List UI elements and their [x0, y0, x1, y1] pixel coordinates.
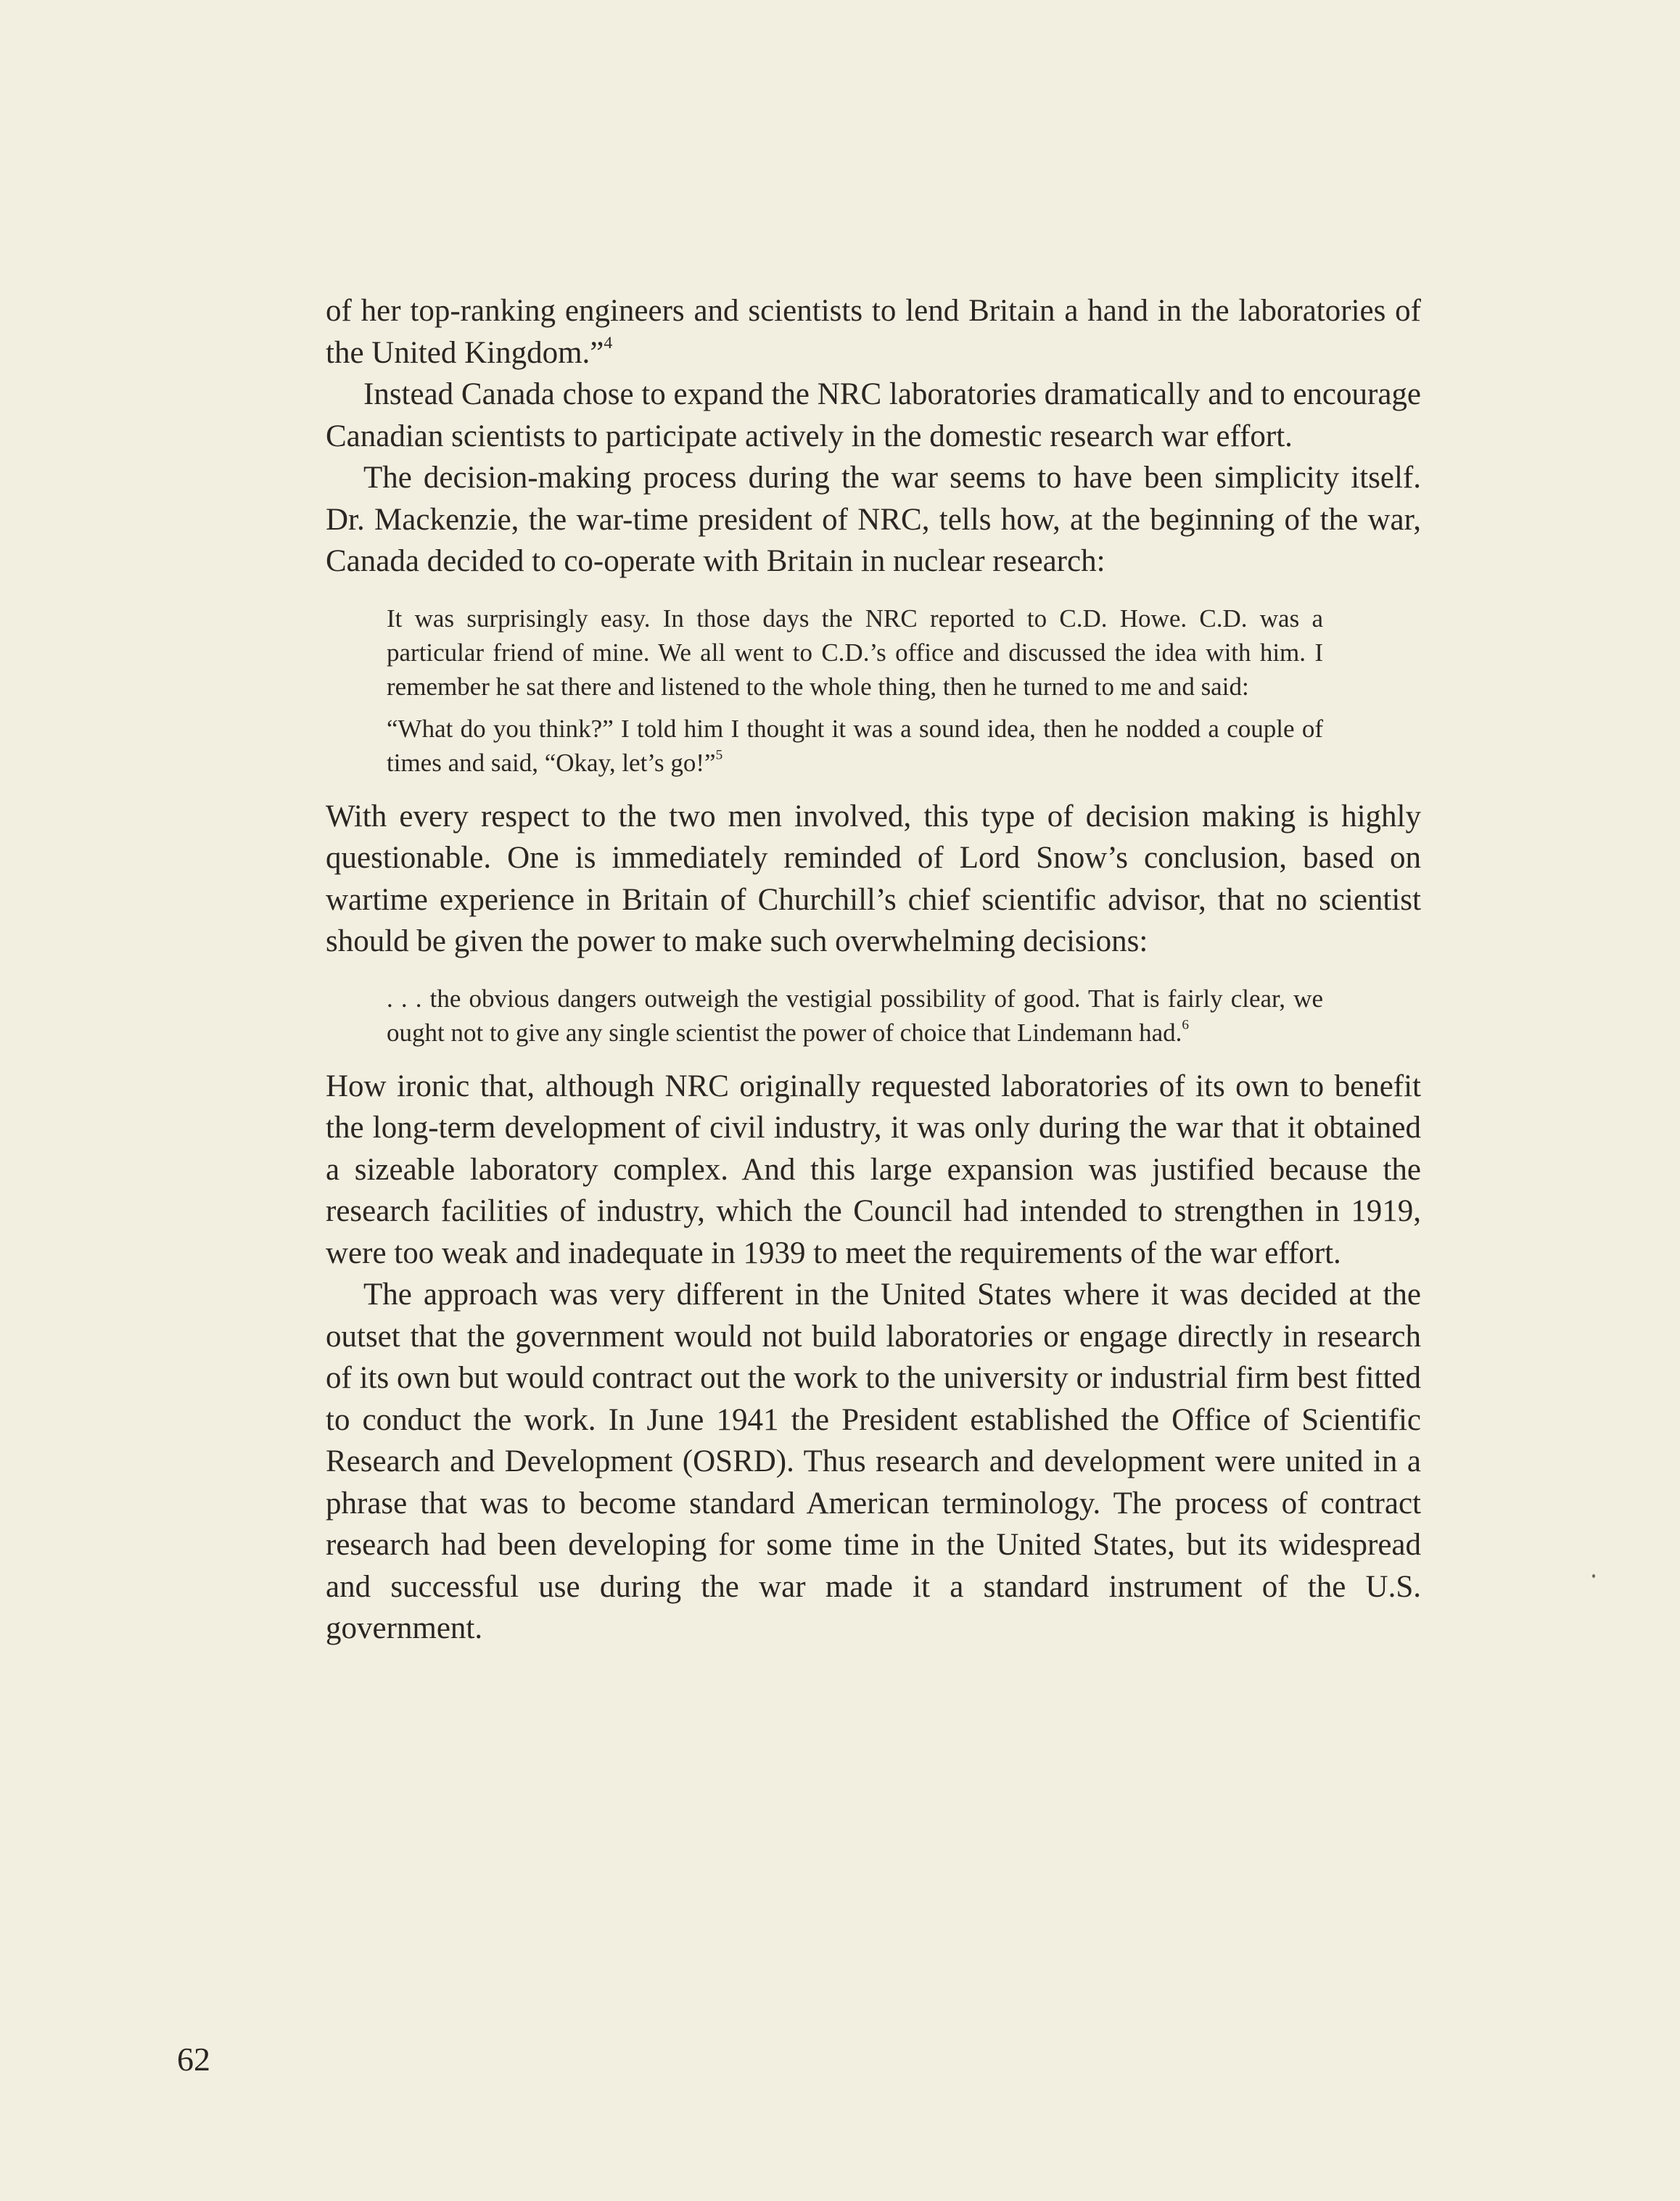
- paragraph-ironic: How ironic that, although NRC originally requested laboratories of its own to benefit the long-term development of civil industry, it was only during the war that it obtained a sizeable laboratory complex. And this large expansion was justified because the research facilities of industry, which the Council had intended to strengthen in 1919, were too weak and inadequate in 1939 to meet the requirements of the war effort.: [326, 1069, 1421, 1270]
- paragraph-decision-making: The decision-making process during the war seems to have been simplicity itself. Dr. Mackenzie, the war-time president of NRC, tells how, at the beginning of the war, Canada decided to co-operate with Britain in nuclear research:: [326, 461, 1421, 578]
- quote-paragraph: It was surprisingly easy. In those days the NRC reported to C.D. Howe. C.D. was a particular friend of mine. We all went to C.D.’s office and discussed the idea with him. I remember he sat there and listened to the whole thing, then he turned to me and said:: [387, 604, 1323, 701]
- block-quote-snow: [387, 982, 1323, 1050]
- footnote-ref: 6: [1182, 1017, 1190, 1033]
- quote-paragraph: [387, 982, 1323, 1050]
- quote-paragraph: [387, 712, 1323, 780]
- page-number: 62: [177, 2041, 210, 2078]
- paragraph-united-states: The approach was very different in the United States where it was decided at the outset that the government would not build laboratories or engage directly in research of its own but would contract out the work to the university or industrial firm best fitted to conduct the work. In June 1941 the President established the Office of Scientific Research and Development (OSRD). Thus research and development were united in a phrase that was to become standard American terminology. The process of contract research had been developing for some time in the United States, but its widespread and successful use during the war made it a standard instrument of the U.S. government.: [326, 1278, 1421, 1645]
- footnote-ref: 4: [604, 333, 613, 353]
- paragraph-text: of her top-ranking engineers and scientists to lend Britain a hand in the laboratories of the United Kingdom.”: [326, 294, 1421, 370]
- body-text: [326, 290, 1421, 1650]
- footnote-ref: 5: [715, 747, 723, 763]
- quote-text: “What do you think?” I told him I thought it was a sound idea, then he nodded a couple of times and said, “Okay, let’s go!”: [387, 714, 1323, 777]
- paragraph-canada-expansion: Instead Canada chose to expand the NRC laboratories dramatically and to encourage Canadian scientists to participate actively in the domestic research war effort.: [326, 377, 1421, 453]
- paper-speck: [1592, 1574, 1595, 1578]
- paragraph-continuation: [326, 290, 1421, 374]
- paragraph-questionable: With every respect to the two men involved, this type of decision making is highly questionable. One is immediately reminded of Lord Snow’s conclusion, based on wartime experience in Britain of Churchill’s chief scientific advisor, that no scientist should be given the power to make such overwhelming decisions:: [326, 799, 1421, 958]
- quote-text: . . . the obvious dangers outweigh the vestigial possibility of good. That is fairly clear, we ought not to give any single scientist the power of choice that Lindemann had.: [387, 984, 1323, 1047]
- block-quote-mackenzie: [387, 601, 1323, 780]
